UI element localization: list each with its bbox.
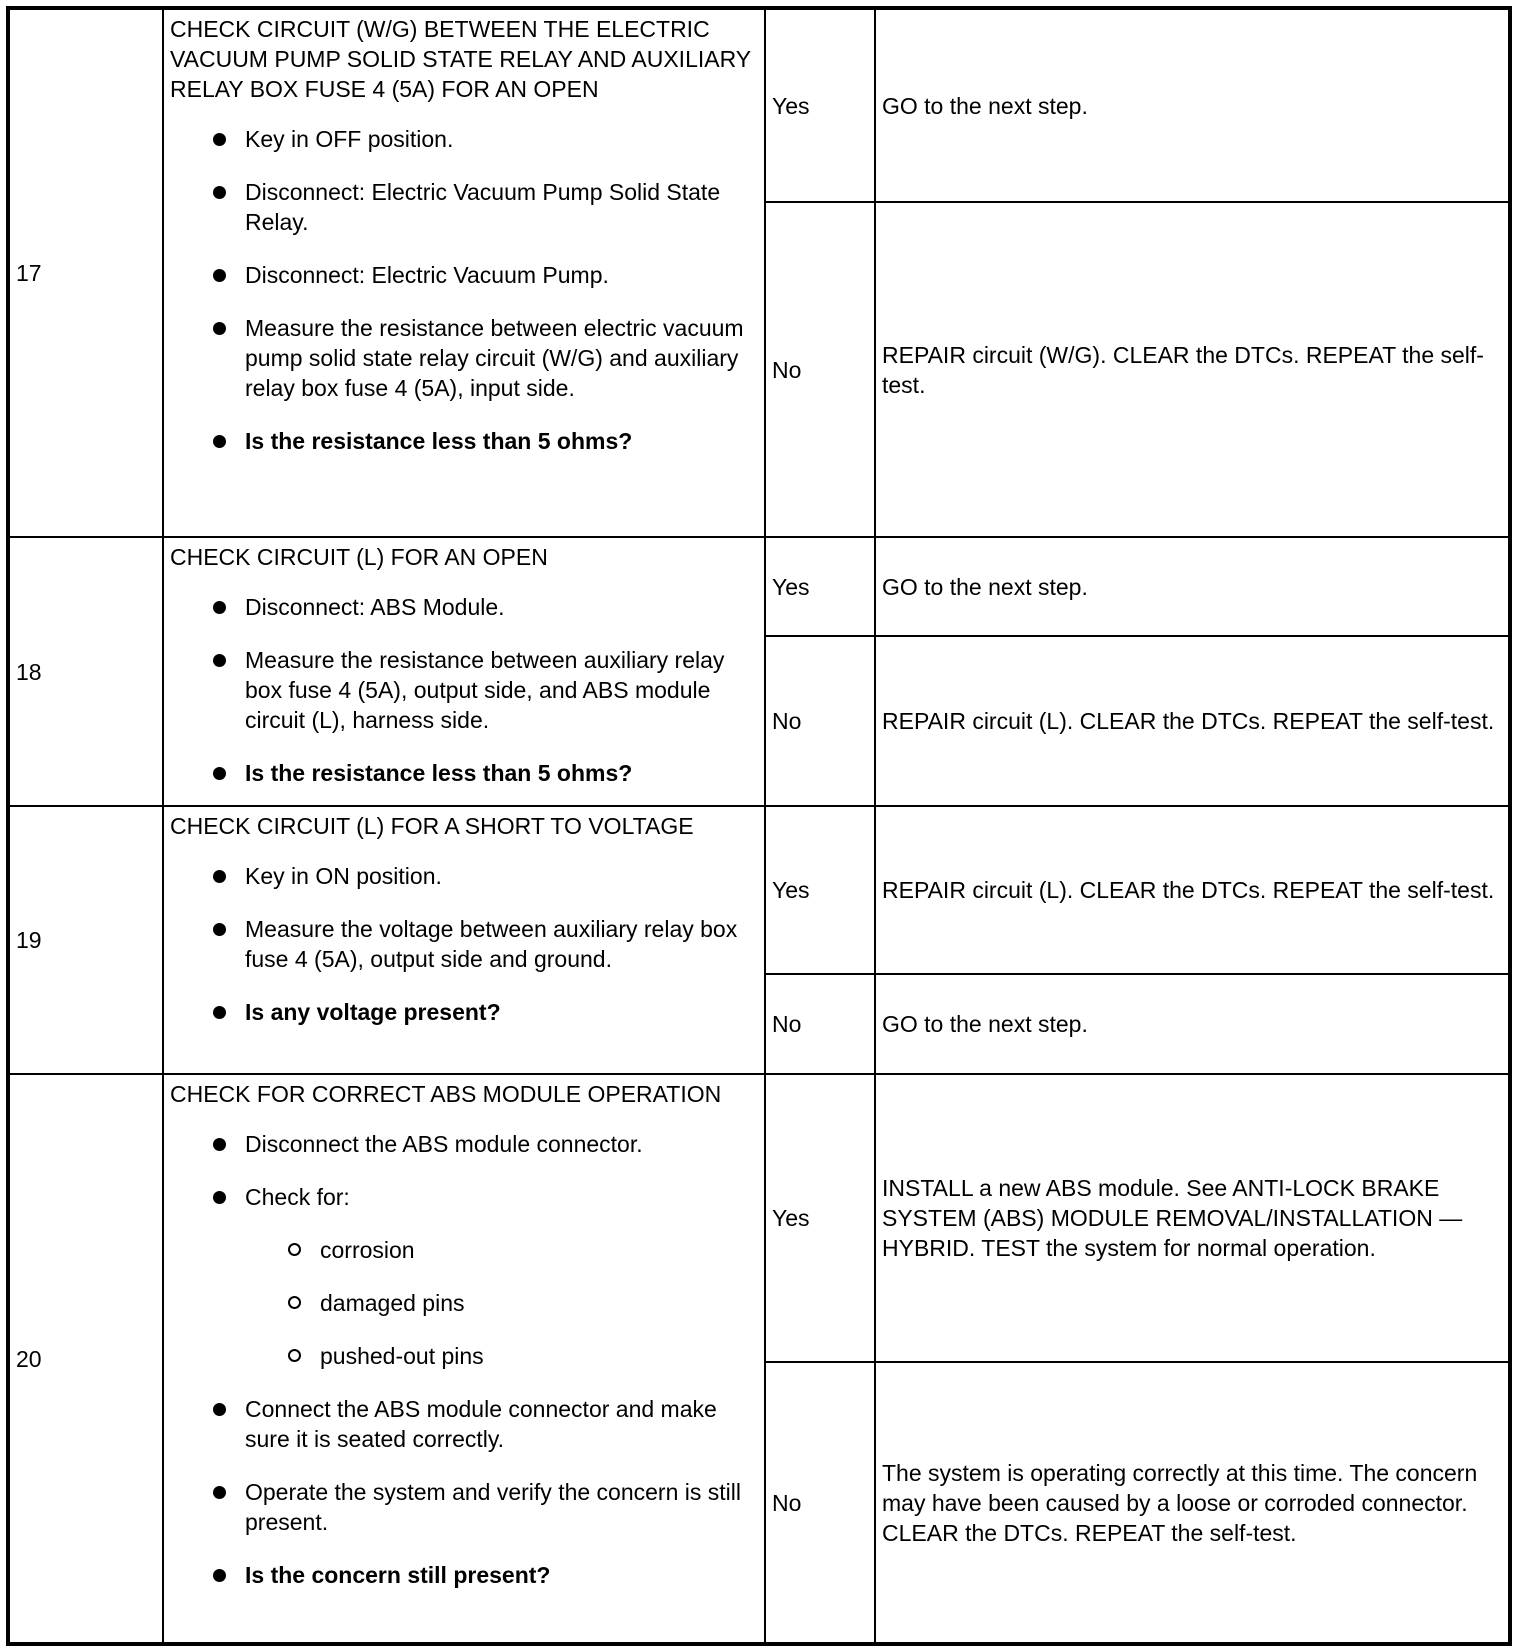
- list-item: Check for:: [170, 1182, 758, 1212]
- action-no: The system is operating correctly at this time. The concern may have been caused by a loose or corroded connector. CLEAR the DTCs. REPEAT the self-test.: [875, 1362, 1510, 1644]
- list-item: Operate the system and verify the concern is still present.: [170, 1477, 758, 1537]
- step-title: CHECK CIRCUIT (L) FOR AN OPEN: [170, 544, 548, 570]
- step-number: 20: [8, 1074, 163, 1644]
- table-row: [8, 537, 1510, 636]
- step-list: [170, 1129, 758, 1590]
- answer-yes: Yes: [765, 1074, 875, 1362]
- list-item: Disconnect: Electric Vacuum Pump Solid State Relay.: [170, 177, 758, 237]
- action-yes: GO to the next step.: [875, 537, 1510, 636]
- table-row: [8, 1074, 1510, 1362]
- step-list: [170, 124, 758, 456]
- action-yes: GO to the next step.: [875, 8, 1510, 202]
- diagnostic-steps-table: [6, 6, 1512, 1646]
- step-description: [163, 1074, 765, 1644]
- list-item: Key in ON position.: [170, 861, 758, 891]
- list-item: Key in OFF position.: [170, 124, 758, 154]
- step-number: 17: [8, 8, 163, 537]
- table-row: [8, 806, 1510, 974]
- answer-yes: Yes: [765, 806, 875, 974]
- step-question: Is the resistance less than 5 ohms?: [170, 758, 758, 788]
- step-description: [163, 537, 765, 806]
- step-question: Is the concern still present?: [170, 1560, 758, 1590]
- step-number: 19: [8, 806, 163, 1074]
- step-list: [170, 592, 758, 788]
- step-description: [163, 806, 765, 1074]
- step-question: Is the resistance less than 5 ohms?: [170, 426, 758, 456]
- sub-list-item: damaged pins: [170, 1288, 758, 1318]
- action-no: REPAIR circuit (L). CLEAR the DTCs. REPEAT the self-test.: [875, 636, 1510, 806]
- list-item: Measure the resistance between auxiliary relay box fuse 4 (5A), output side, and ABS module circuit (L), harness side.: [170, 645, 758, 735]
- step-title: CHECK CIRCUIT (W/G) BETWEEN THE ELECTRIC VACUUM PUMP SOLID STATE RELAY AND AUXILIARY RELAY BOX FUSE 4 (5A) FOR AN OPEN: [170, 16, 751, 102]
- step-title: CHECK CIRCUIT (L) FOR A SHORT TO VOLTAGE: [170, 813, 694, 839]
- list-item: Disconnect: Electric Vacuum Pump.: [170, 260, 758, 290]
- answer-yes: Yes: [765, 8, 875, 202]
- sub-list-item: pushed-out pins: [170, 1341, 758, 1371]
- step-number: 18: [8, 537, 163, 806]
- sub-list-item: corrosion: [170, 1235, 758, 1265]
- action-no: GO to the next step.: [875, 974, 1510, 1074]
- step-question: Is any voltage present?: [170, 997, 758, 1027]
- answer-no: No: [765, 636, 875, 806]
- action-yes: REPAIR circuit (L). CLEAR the DTCs. REPEAT the self-test.: [875, 806, 1510, 974]
- list-item: Connect the ABS module connector and make sure it is seated correctly.: [170, 1394, 758, 1454]
- action-yes: INSTALL a new ABS module. See ANTI-LOCK BRAKE SYSTEM (ABS) MODULE REMOVAL/INSTALLATION — HYBRID. TEST the system for normal operation.: [875, 1074, 1510, 1362]
- list-item: Disconnect: ABS Module.: [170, 592, 758, 622]
- answer-yes: Yes: [765, 537, 875, 636]
- answer-no: No: [765, 974, 875, 1074]
- step-title: CHECK FOR CORRECT ABS MODULE OPERATION: [170, 1081, 722, 1107]
- table-row: [8, 8, 1510, 202]
- list-item: Disconnect the ABS module connector.: [170, 1129, 758, 1159]
- list-item: Measure the resistance between electric vacuum pump solid state relay circuit (W/G) and auxiliary relay box fuse 4 (5A), input side.: [170, 313, 758, 403]
- step-description: [163, 8, 765, 537]
- step-list: [170, 861, 758, 1027]
- action-no: REPAIR circuit (W/G). CLEAR the DTCs. REPEAT the self-test.: [875, 202, 1510, 537]
- answer-no: No: [765, 1362, 875, 1644]
- answer-no: No: [765, 202, 875, 537]
- list-item: Measure the voltage between auxiliary relay box fuse 4 (5A), output side and ground.: [170, 914, 758, 974]
